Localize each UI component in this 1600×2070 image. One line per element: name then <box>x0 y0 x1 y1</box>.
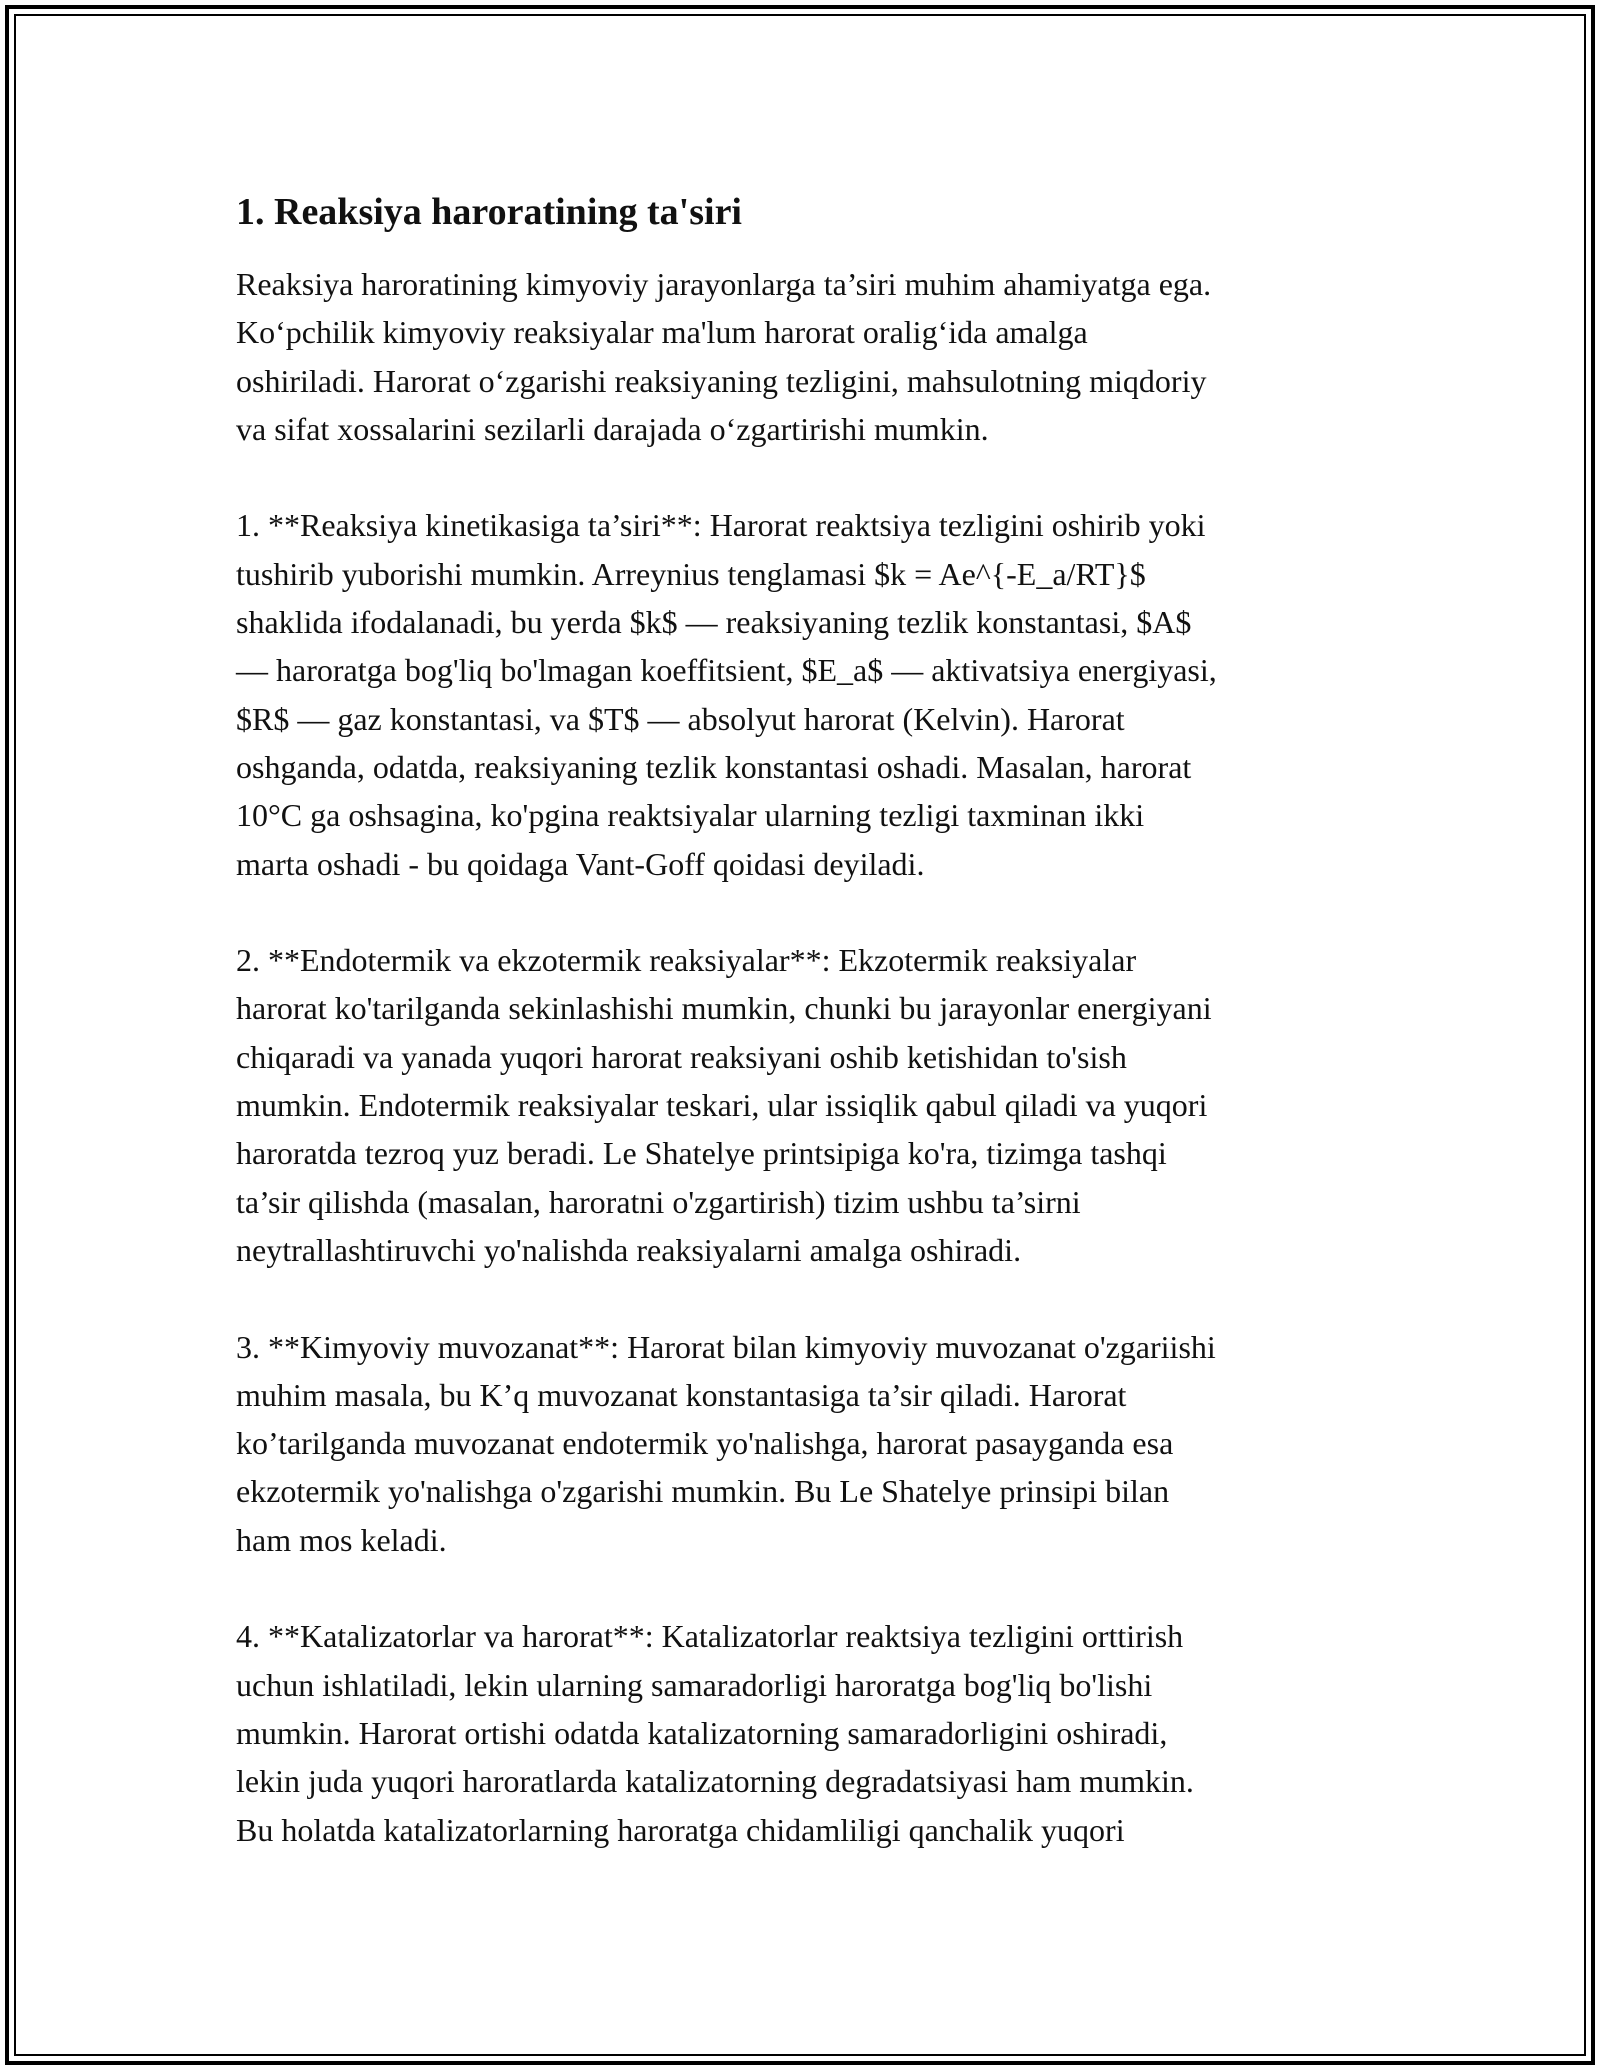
text-line: ko’tarilganda muvozanat endotermik yo'nalishga, harorat pasayganda esa <box>236 1425 1174 1462</box>
document-body <box>236 188 1376 1902</box>
text-line: muhim masala, bu K’q muvozanat konstantasiga ta’sir qiladi. Harorat <box>236 1376 1127 1413</box>
text-line: haroratda tezroq yuz beradi. Le Shatelye printsipiga ko'ra, tizimga tashqi <box>236 1135 1167 1172</box>
text-line: tushirib yuborishi mumkin. Arreynius tenglamasi $k = Ae^{-E_a/RT}$ <box>236 555 1146 592</box>
paragraph-catalysts <box>236 1612 1376 1853</box>
paragraph-endo-exo <box>236 936 1376 1274</box>
text-line: mumkin. Endotermik reaksiyalar teskari, ular issiqlik qabul qiladi va yuqori <box>236 1087 1208 1124</box>
text-line: shaklida ifodalanadi, bu yerda $k$ — reaksiyaning tezlik konstantasi, $A$ <box>236 604 1192 641</box>
text-line: oshiriladi. Harorat o‘zgarishi reaksiyaning tezligini, mahsulotning miqdoriy <box>236 362 1207 399</box>
section-title: 1. Reaksiya haroratining ta'siri <box>236 191 742 233</box>
text-line: neytrallashtiruvchi yo'nalishda reaksiyalarni amalga oshiradi. <box>236 1231 1022 1268</box>
text-line: lekin juda yuqori haroratlarda katalizatorning degradatsiyasi ham mumkin. <box>236 1763 1194 1800</box>
text-line: mumkin. Harorat ortishi odatda katalizatorning samaradorligini oshiradi, <box>236 1714 1168 1751</box>
text-line: 1. **Reaksiya kinetikasiga ta’siri**: Harorat reaktsiya tezligini oshirib yoki <box>236 507 1206 544</box>
text-line: $R$ — gaz konstantasi, va $T$ — absolyut harorat (Kelvin). Harorat <box>236 700 1125 737</box>
text-line: oshganda, odatda, reaksiyaning tezlik konstantasi oshadi. Masalan, harorat <box>236 748 1192 785</box>
text-line: chiqaradi va yanada yuqori harorat reaksiyani oshib ketishidan to'sish <box>236 1038 1127 1075</box>
text-line: harorat ko'tarilganda sekinlashishi mumkin, chunki bu jarayonlar energiyani <box>236 990 1212 1027</box>
text-line: ham mos keladi. <box>236 1521 447 1558</box>
paragraph-kinetics <box>236 501 1376 887</box>
text-line: Ko‘pchilik kimyoviy reaksiyalar ma'lum harorat oralig‘ida amalga <box>236 314 1088 351</box>
paragraph-equilibrium <box>236 1323 1376 1564</box>
text-line: ekzotermik yo'nalishga o'zgarishi mumkin. Bu Le Shatelye prinsipi bilan <box>236 1473 1170 1510</box>
text-line: Reaksiya haroratining kimyoviy jarayonlarga ta’siri muhim ahamiyatga ega. <box>236 266 1212 302</box>
text-line: va sifat xossalarini sezilarli darajada o‘zgartirishi mumkin. <box>236 410 989 447</box>
text-line: Bu holatda katalizatorlarning haroratga chidamliligi qanchalik yuqori <box>236 1811 1125 1848</box>
text-line: 3. **Kimyoviy muvozanat**: Harorat bilan kimyoviy muvozanat o'zgariishi <box>236 1328 1216 1365</box>
text-line: — haroratga bog'liq bo'lmagan koeffitsient, $E_a$ — aktivatsiya energiyasi, <box>236 652 1217 689</box>
text-line: uchun ishlatiladi, lekin ularning samaradorligi haroratga bog'liq bo'lishi <box>236 1666 1153 1703</box>
paragraph-intro <box>236 260 1376 453</box>
text-line: ta’sir qilishda (masalan, haroratni o'zgartirish) tizim ushbu ta’sirni <box>236 1183 1081 1220</box>
text-line: 2. **Endotermik va ekzotermik reaksiyalar**: Ekzotermik reaksiyalar <box>236 942 1137 979</box>
text-line: 4. **Katalizatorlar va harorat**: Katalizatorlar reaktsiya tezligini orttirish <box>236 1618 1184 1655</box>
text-line: marta oshadi - bu qoidaga Vant-Goff qoidasi deyiladi. <box>236 845 925 882</box>
text-line: 10°C ga oshsagina, ko'pgina reaktsiyalar ularning tezligi taxminan ikki <box>236 797 1145 834</box>
